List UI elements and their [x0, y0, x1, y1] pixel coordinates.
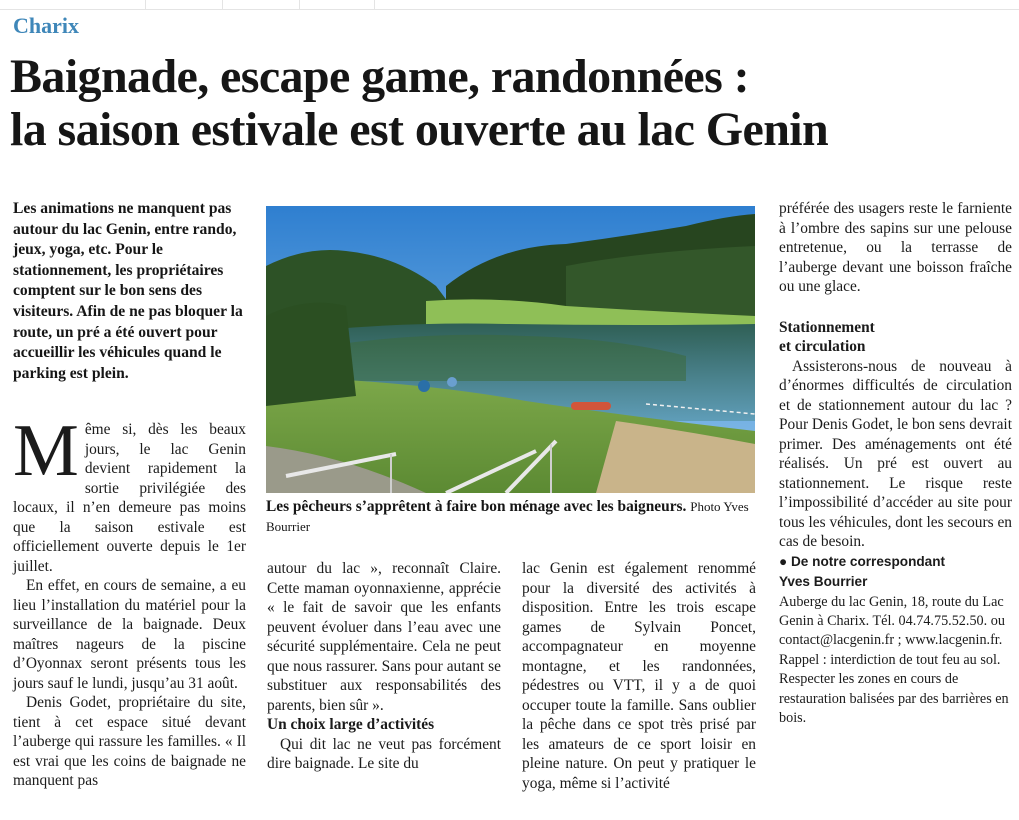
section-subhead-line-1: Stationnement: [779, 318, 875, 336]
caption-text: Les pêcheurs s’apprêtent à faire bon ménage avec les baigneurs.: [266, 498, 687, 515]
photo-caption: [266, 497, 755, 537]
kicker-location: Charix: [13, 13, 79, 38]
top-rule-divider: [222, 0, 223, 9]
column-3: [522, 559, 756, 793]
paragraph: En effet, en cours de semaine, a eu lieu l’installation du matériel pour la surveillance de la baignade. Deux maîtres nageurs de la piscine d’Oyonnax seront présents tous les jours sauf le lundi, jusqu’au 31 août.: [13, 577, 246, 692]
section-subhead-line-2: et circulation: [779, 338, 866, 355]
section-subhead: Un choix large d’activités: [267, 716, 435, 733]
top-rule-divider: [299, 0, 300, 9]
paragraph: Qui dit lac ne veut pas forcément dire baignade. Le site du: [267, 735, 501, 772]
column-1: [13, 410, 246, 791]
byline-name: Yves Bourrier: [779, 573, 868, 589]
page-top-rule: [0, 0, 1019, 10]
info-address: Auberge du lac Genin, 18, route du Lac Genin à Charix. Tél. 04.74.75.52.50. ou contact@lacgenin.fr ; www.lacgenin.fr.: [779, 593, 1005, 649]
paragraph: autour du lac », reconnaît Claire. Cette maman oyonnaxienne, apprécie « le fait de savoir que les enfants peuvent évoluer dans l’eau avec une sécurité supplémentaire. Cela ne peut que nous rassurer. Sans pour autant se substituer aux responsabilités des parents, bien sûr ».: [267, 560, 501, 714]
top-rule-divider: [374, 0, 375, 9]
drop-cap: M: [13, 410, 79, 492]
paragraph: Denis Godet, propriétaire du site, tient à cet espace situé devant l’auberge qui rassure les familles. « Il est vrai que les coins de baignade ne manquent pas: [13, 694, 246, 789]
lake-photo-illustration: [266, 206, 755, 493]
photo-credit: Photo Yves Bourrier: [266, 499, 749, 534]
paragraph: lac Genin est également renommé pour la diversité des activités à disposition. Entre les trois escape games de Sylvain Poncet, accompagnateur en moyenne montagne, et les randonnées, pédestres ou VTT, il y a de quoi occuper toute la famille. Sans oublier la pêche dans ce spot très prisé par les amateurs de ce sport loisir en pleine nature. On peut y pratiquer le yoga, même si l’activité: [522, 560, 756, 792]
column-4: [779, 199, 1012, 728]
info-reminder: Rappel : interdiction de tout feu au sol. Respecter les zones en cours de restauration balisées par des barrières en bois.: [779, 651, 1009, 726]
paragraph: préférée des usagers reste le farniente à l’ombre des sapins sur une pelouse entretenue, ou la terrasse de l’auberge devant une boisson fraîche ou une glace.: [779, 200, 1012, 295]
byline-label: ● De notre correspondant: [779, 553, 946, 569]
paragraph-text: ême si, dès les beaux jours, le lac Genin devient rapidement la sortie privilégiée des locaux, il n’en demeure pas moins que la saison estivale est officiellement ouverte depuis le 1er juillet.: [13, 421, 246, 575]
headline: [10, 50, 1010, 156]
headline-line-1: Baignade, escape game, randonnées :: [10, 50, 749, 103]
top-rule-divider: [145, 0, 146, 9]
paragraph: [13, 410, 246, 576]
paragraph: Assisterons-nous de nouveau à d’énormes difficultés de circulation et de stationnement autour du lac ? Pour Denis Godet, le bon sens devrait primer. Des aménagements ont été réalisés. Un pré est ouvert au stationnement. Le risque reste l’impossibilité d’accéder au site pour tous les véhicules, dont les secours en cas de besoin.: [779, 357, 1012, 550]
headline-line-2: la saison estivale est ouverte au lac Genin: [10, 103, 829, 156]
lake-photo: [266, 206, 755, 493]
lede-paragraph: Les animations ne manquent pas autour du lac Genin, entre rando, jeux, yoga, etc. Pour le stationnement, les propriétaires comptent sur le bon sens des visiteurs. Afin de ne pas bloquer la route, un pré a été ouvert pour accueillir les véhicules quand le parking est plein.: [13, 200, 243, 382]
column-2: [267, 559, 501, 774]
